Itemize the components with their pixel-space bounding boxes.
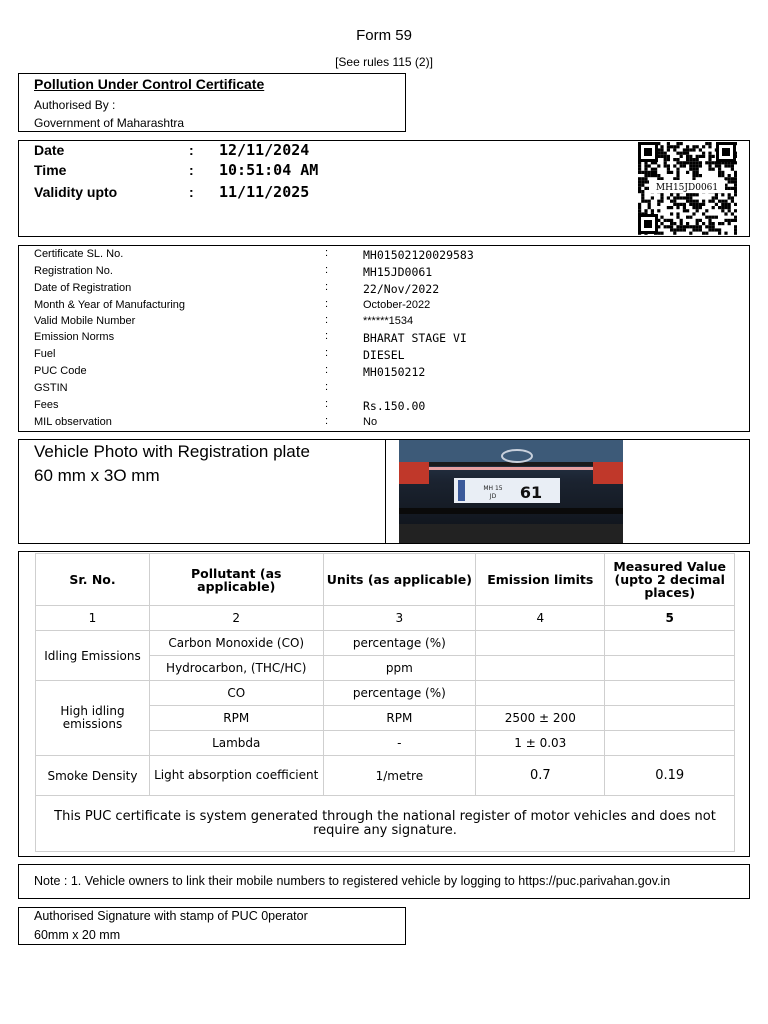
smoke-density-label: Smoke Density <box>36 756 150 796</box>
header-sr-no: Sr. No. <box>36 554 150 606</box>
measured-cell <box>605 631 735 656</box>
authority-name: Government of Maharashtra <box>34 116 185 130</box>
unit-cell: percentage (%) <box>323 631 476 656</box>
detail-label: Fuel <box>34 348 56 360</box>
limit-cell: 2500 ± 200 <box>476 706 605 731</box>
detail-colon: : <box>325 398 329 410</box>
detail-value: MH0150212 <box>363 365 426 379</box>
detail-colon: : <box>325 314 329 326</box>
detail-colon: : <box>325 364 329 376</box>
detail-colon: : <box>325 415 329 427</box>
detail-label: MIL observation <box>34 416 112 428</box>
plate-series: JD <box>489 493 497 500</box>
timing-box <box>18 140 750 237</box>
detail-label: Emission Norms <box>34 331 115 343</box>
table-row <box>36 681 735 706</box>
form-title: Form 59 <box>356 27 412 44</box>
mobile-link-note <box>18 864 750 899</box>
detail-row <box>19 280 749 297</box>
header-units: Units (as applicable) <box>323 554 476 606</box>
detail-label: Fees <box>34 399 59 411</box>
header-measured: Measured Value (upto 2 decimal places) <box>605 554 735 606</box>
validity-colon: : <box>189 184 194 200</box>
limit-cell <box>476 681 605 706</box>
detail-label: Valid Mobile Number <box>34 315 136 327</box>
column-number: 5 <box>605 606 735 631</box>
detail-colon: : <box>325 381 329 393</box>
unit-cell: - <box>323 731 476 756</box>
date-label: Date <box>34 142 65 158</box>
signature-size: 60mm x 20 mm <box>34 928 121 942</box>
pollutant-cell: RPM <box>149 706 323 731</box>
authority-box <box>18 73 406 132</box>
detail-label: Registration No. <box>34 265 113 277</box>
detail-row <box>19 397 749 414</box>
detail-value: Rs.150.00 <box>363 399 426 413</box>
detail-colon: : <box>325 247 329 259</box>
unit-cell: percentage (%) <box>323 681 476 706</box>
certificate-title: Pollution Under Control Certificate <box>34 76 265 92</box>
pollutant-cell: Light absorption coefficient <box>149 756 323 796</box>
detail-row <box>19 313 749 330</box>
qr-code-icon <box>637 141 737 235</box>
detail-row <box>19 329 749 346</box>
header-pollutant: Pollutant (as applicable) <box>149 554 323 606</box>
date-value: 12/11/2024 <box>219 141 310 159</box>
detail-label: PUC Code <box>34 365 87 377</box>
note-text: Note : 1. Vehicle owners to link their mobile numbers to registered vehicle by logging to https://puc.parivahan.gov.in <box>34 874 671 888</box>
detail-value: BHARAT STAGE VI <box>363 331 467 345</box>
detail-label: Month & Year of Manufacturing <box>34 299 186 311</box>
pollutant-cell: Hydrocarbon, (THC/HC) <box>149 656 323 681</box>
column-number: 4 <box>476 606 605 631</box>
pollutant-cell: Lambda <box>149 731 323 756</box>
header-limits: Emission limits <box>476 554 605 606</box>
vehicle-photo <box>399 440 623 543</box>
divider <box>385 440 386 543</box>
limit-cell: 0.7 <box>476 756 605 796</box>
limit-cell <box>476 631 605 656</box>
time-value: 10:51:04 AM <box>219 161 319 179</box>
measured-cell <box>605 731 735 756</box>
vehicle-photo-section <box>18 439 750 544</box>
column-number: 3 <box>323 606 476 631</box>
detail-row <box>19 380 749 397</box>
limit-cell <box>476 656 605 681</box>
plate-number: 61 <box>519 483 543 502</box>
detail-colon: : <box>325 347 329 359</box>
measured-cell: 0.19 <box>605 756 735 796</box>
emissions-table <box>35 553 735 852</box>
validity-label: Validity upto <box>34 184 118 200</box>
column-number: 1 <box>36 606 150 631</box>
idling-label: Idling Emissions <box>36 631 150 681</box>
pollutant-cell: Carbon Monoxide (CO) <box>149 631 323 656</box>
photo-size: 60 mm x 3O mm <box>34 466 160 485</box>
detail-row <box>19 263 749 280</box>
unit-cell: 1/metre <box>323 756 476 796</box>
detail-value: ******1534 <box>363 315 414 327</box>
emissions-section <box>18 551 750 857</box>
detail-label: Certificate SL. No. <box>34 248 124 260</box>
detail-row <box>19 297 749 314</box>
detail-row <box>19 246 749 263</box>
photo-caption: Vehicle Photo with Registration plate <box>34 442 310 461</box>
detail-value: 22/Nov/2022 <box>363 282 440 296</box>
signature-label: Authorised Signature with stamp of PUC 0perator <box>34 909 308 923</box>
rule-reference: [See rules 115 (2)] <box>335 55 433 69</box>
detail-label: GSTIN <box>34 382 68 394</box>
detail-row <box>19 414 749 431</box>
limit-cell: 1 ± 0.03 <box>476 731 605 756</box>
pollutant-cell: CO <box>149 681 323 706</box>
measured-cell <box>605 656 735 681</box>
table-row <box>36 631 735 656</box>
column-number: 2 <box>149 606 323 631</box>
plate-state: MH 15 <box>483 485 503 492</box>
date-colon: : <box>189 142 194 158</box>
detail-colon: : <box>325 264 329 276</box>
detail-value: October-2022 <box>363 299 431 311</box>
measured-cell <box>605 706 735 731</box>
signature-box <box>18 907 406 945</box>
unit-cell: ppm <box>323 656 476 681</box>
detail-value: DIESEL <box>363 348 405 362</box>
detail-colon: : <box>325 330 329 342</box>
detail-label: Date of Registration <box>34 282 132 294</box>
unit-cell: RPM <box>323 706 476 731</box>
time-label: Time <box>34 162 67 178</box>
vehicle-details <box>18 245 750 432</box>
measured-cell <box>605 681 735 706</box>
qr-embedded-text: MH15JD0061 <box>655 183 719 193</box>
validity-value: 11/11/2025 <box>219 183 310 201</box>
detail-value: No <box>363 416 378 428</box>
detail-value: MH15JD0061 <box>363 265 433 279</box>
authorised-label: Authorised By : <box>34 98 116 112</box>
detail-row <box>19 363 749 380</box>
detail-value: MH01502120029583 <box>363 248 474 262</box>
table-row <box>36 756 735 796</box>
detail-colon: : <box>325 281 329 293</box>
detail-colon: : <box>325 298 329 310</box>
high-idling-label: High idling emissions <box>36 681 150 756</box>
time-colon: : <box>189 162 194 178</box>
system-generated-note: This PUC certificate is system generated through the national register of motor vehicles and does not require any signature. <box>36 796 735 852</box>
detail-row <box>19 346 749 363</box>
